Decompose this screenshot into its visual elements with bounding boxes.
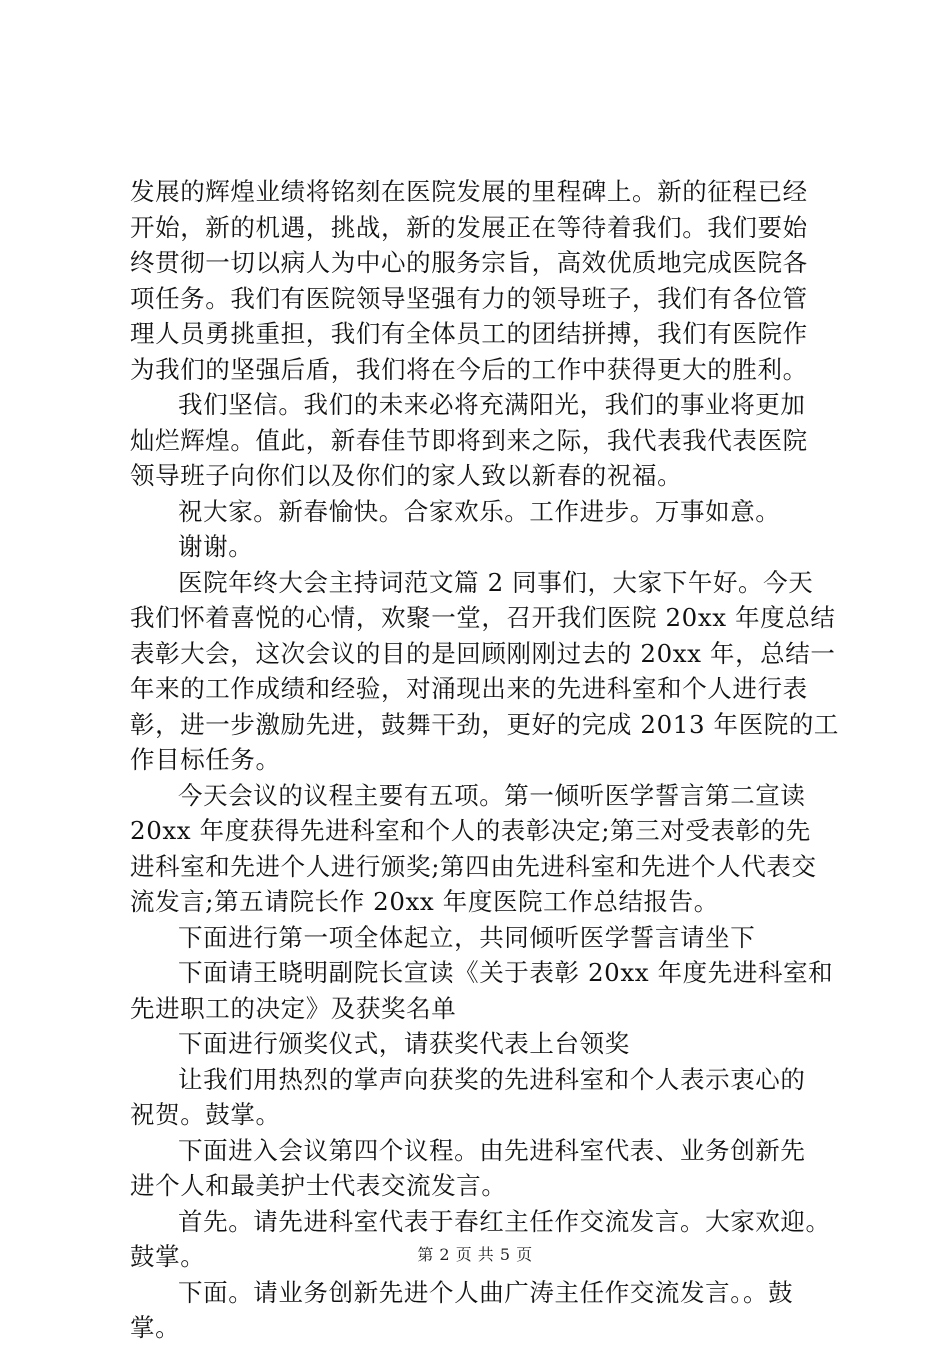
text-line: 首先。请先进科室代表于春红主任作交流发言。大家欢迎。 [178,1206,831,1236]
document-body [130,174,840,1346]
text-line: 下面请王晓明副院长宣读《关于表彰 20xx 年度先进科室和 [178,958,834,987]
text-line: 先进职工的决定》及获奖名单 [130,993,457,1023]
text-line: 医院年终大会主持词范文篇 2 同事们，大家下午好。今天 [178,567,814,597]
text-line: 下面进行第一项全体起立，共同倾听医学誓言请坐下 [178,922,756,952]
text-line: 流发言;第五请院长作 20xx 年度医院工作总结报告。 [130,887,719,916]
text-line: 掌。 [130,1313,181,1342]
text-line: 进科室和先进个人进行颁奖;第四由先进科室和先进个人代表交 [130,851,817,881]
text-line: 进个人和最美护士代表交流发言。 [130,1171,507,1200]
text-line: 谢谢。 [178,532,254,561]
text-line: 灿烂辉煌。值此，新春佳节即将到来之际，我代表我代表医院 [130,425,808,455]
text-line: 项任务。我们有医院领导坚强有力的领导班子，我们有各位管 [130,283,808,313]
text-line: 彰，进一步激励先进，鼓舞干劲，更好的完成 2013 年医院的工 [130,709,840,739]
text-line: 祝贺。鼓掌。 [130,1100,281,1129]
text-line: 作目标任务。 [130,745,281,774]
text-line: 为我们的坚强后盾，我们将在今后的工作中获得更大的胜利。 [130,354,808,384]
text-line: 下面进入会议第四个议程。由先进科室代表、业务创新先 [178,1135,806,1165]
text-line: 让我们用热烈的掌声向获奖的先进科室和个人表示衷心的 [178,1064,806,1094]
text-line: 今天会议的议程主要有五项。第一倾听医学誓言第二宣读 [178,780,806,810]
text-line: 我们坚信。我们的未来必将充满阳光，我们的事业将更加 [178,390,806,419]
page-number-footer: 第 2 页 共 5 页 [417,1245,533,1264]
text-line: 理人员勇挑重担，我们有全体员工的团结拼搏，我们有医院作 [130,319,808,348]
text-line: 我们怀着喜悦的心情，欢聚一堂，召开我们医院 20xx 年度总结 [130,603,836,632]
text-line: 年来的工作成绩和经验，对涌现出来的先进科室和个人进行表 [130,674,808,703]
text-line: 下面。请业务创新先进个人曲广涛主任作交流发言。。鼓 [178,1277,794,1307]
text-line: 下面进行颁奖仪式，请获奖代表上台领奖 [178,1029,630,1058]
text-line: 发展的辉煌业绩将铭刻在医院发展的里程碑上。新的征程已经 [130,177,808,206]
text-line: 祝大家。新春愉快。合家欢乐。工作进步。万事如意。 [178,496,781,526]
text-line: 表彰大会，这次会议的目的是回顾刚刚过去的 20xx 年，总结一 [130,638,836,668]
text-line: 领导班子向你们以及你们的家人致以新春的祝福。 [130,461,683,490]
text-line: 20xx 年度获得先进科室和个人的表彰决定;第三对受表彰的先 [130,816,811,845]
text-line: 开始，新的机遇，挑战，新的发展正在等待着我们。我们要始 [130,212,808,242]
text-line: 鼓掌。 [130,1242,206,1271]
text-line: 终贯彻一切以病人为中心的服务宗旨，高效优质地完成医院各 [130,248,808,277]
